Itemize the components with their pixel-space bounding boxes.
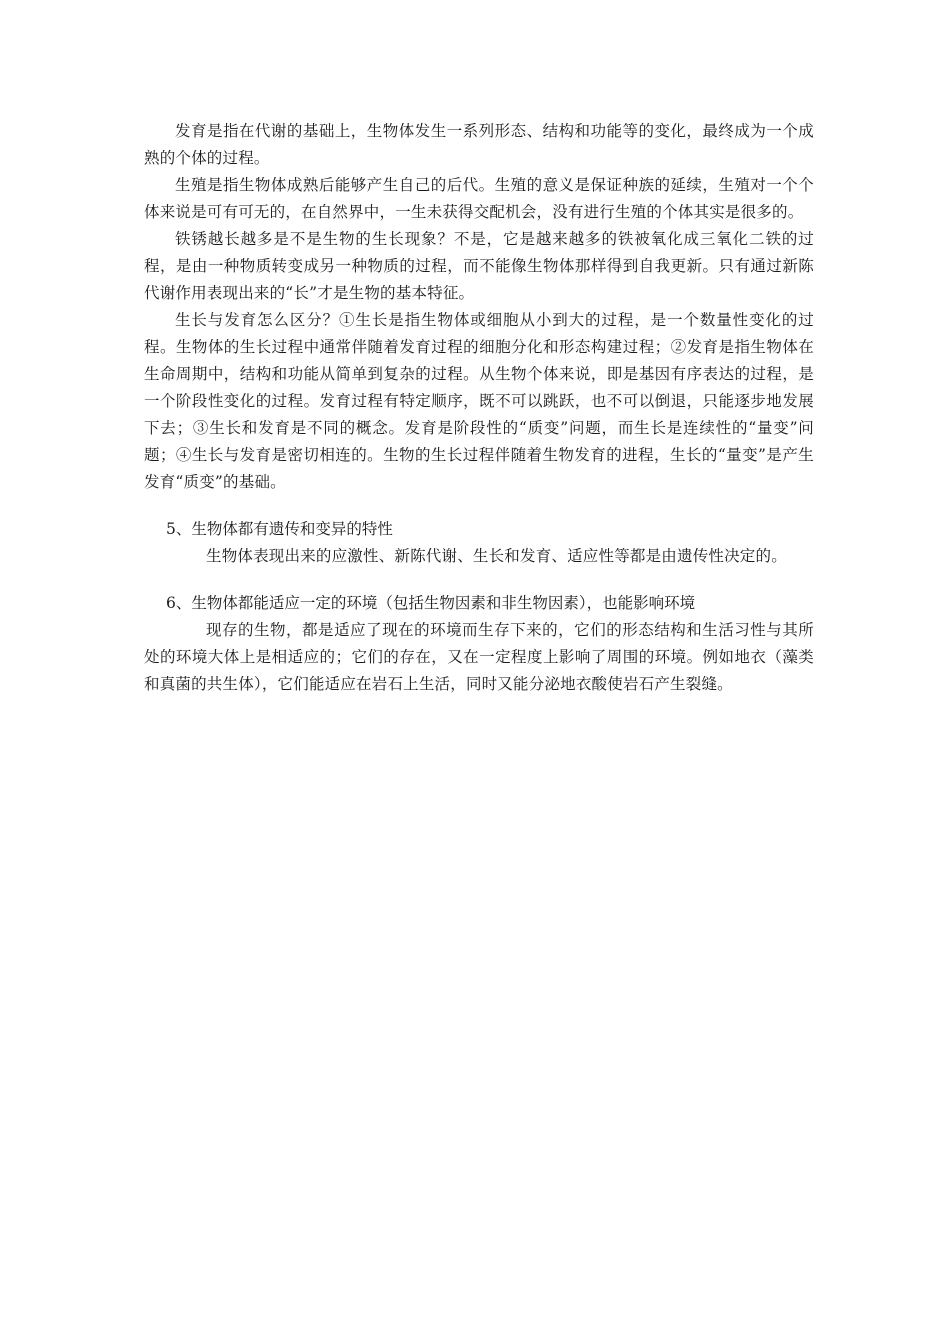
section-6-body: 现存的生物，都是适应了现在的环境而生存下来的，它们的形态结构和生活习性与其所处的环境大体上是相适应的；它们的存在，又在一定程度上影响了周围的环境。例如地衣（藻类和真菌的共生体），它们能适应在岩石上生活，同时又能分泌地衣酸使岩石产生裂缝。 (144, 621, 814, 693)
section-gap (144, 570, 814, 590)
document-page (144, 118, 814, 698)
section-5-body: 生物体表现出来的应激性、新陈代谢、生长和发育、适应性等都是由遗传性决定的。 (206, 547, 787, 565)
section-5-heading: 5、生物体都有遗传和变异的特性 (166, 520, 393, 538)
section-6-heading: 6、生物体都能适应一定的环境（包括生物因素和非生物因素），也能影响环境 (166, 594, 696, 612)
paragraph-growth-vs-development: 生长与发育怎么区分？①生长是指生物体或细胞从小到大的过程，是一个数量性变化的过程。生物体的生长过程中通常伴随着发育过程的细胞分化和形态构建过程；②发育是指生物体在生命周期中，结构和功能从简单到复杂的过程。从生物个体来说，即是基因有序表达的过程，是一个阶段性变化的过程。发育过程有特定顺序，既不可以跳跃，也不可以倒退，只能逐步地发展下去；③生长和发育是不同的概念。发育是阶段性的“质变”问题，而生长是连续性的“量变”问题；④生长与发育是密切相连的。生物的生长过程伴随着生物发育的进程，生长的“量变”是产生发育“质变”的基础。 (144, 311, 814, 491)
paragraph-reproduction: 生殖是指生物体成熟后能够产生自己的后代。生殖的意义是保证种族的延续，生殖对一个个体来说是可有可无的，在自然界中，一生未获得交配机会，没有进行生殖的个体其实是很多的。 (144, 176, 814, 221)
paragraph-development: 发育是指在代谢的基础上，生物体发生一系列形态、结构和功能等的变化，最终成为一个成熟的个体的过程。 (144, 122, 814, 167)
section-gap (144, 496, 814, 516)
paragraph-rust: 铁锈越长越多是不是生物的生长现象？不是，它是越来越多的铁被氧化成三氧化二铁的过程，是由一种物质转变成另一种物质的过程，而不能像生物体那样得到自我更新。只有通过新陈代谢作用表现出来的“长”才是生物的基本特征。 (144, 230, 814, 302)
